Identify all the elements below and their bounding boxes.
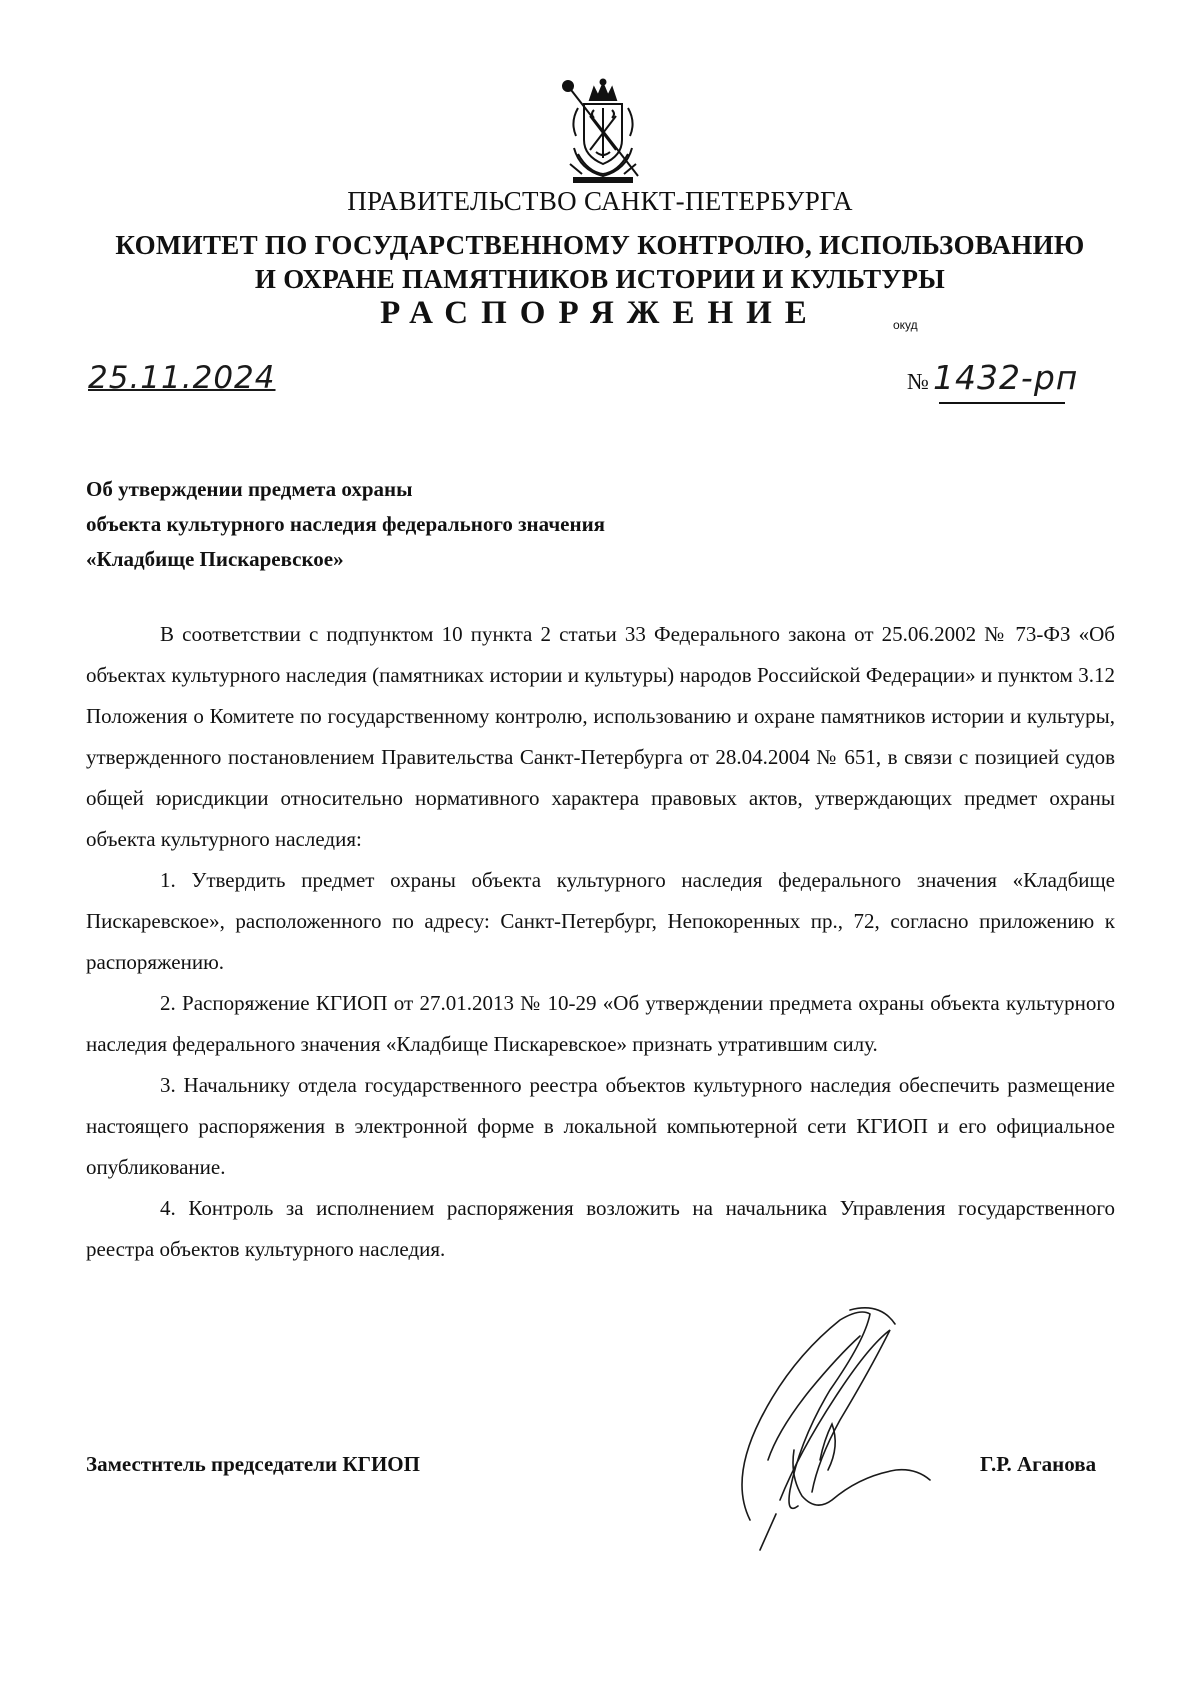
item-2-paragraph: 2. Распоряжение КГИОП от 27.01.2013 № 10-29 «Об утверждении предмета охраны объекта культурного наследия федерального значения «Кладбище Пискаревское» признать утратившим силу. <box>86 991 1115 1056</box>
committee-name <box>0 228 1200 296</box>
subject-line-1: Об утверждении предмета охраны <box>86 477 413 501</box>
item-1-paragraph: 1. Утвердить предмет охраны объекта культурного наследия федерального значения «Кладбище Пискаревское», расположенного по адресу: Санкт-Петербург, Непокоренных пр., 72, согласно приложению к распоряжению. <box>86 868 1115 974</box>
document-date: 25.11.2024 <box>88 360 276 396</box>
okud-label: окуд <box>893 318 918 332</box>
saint-petersburg-coat-of-arms-icon <box>560 78 646 184</box>
number-underline <box>939 402 1065 404</box>
subject-line-2: объекта культурного наследия федерального значения <box>86 512 606 536</box>
document-subject <box>86 472 605 577</box>
handwritten-signature <box>720 1300 950 1570</box>
number-value: 1432-рп <box>932 358 1079 397</box>
document-type: РАСПОРЯЖЕНИЕ <box>380 295 820 331</box>
subject-line-3: «Кладбище Пискаревское» <box>86 547 344 571</box>
committee-name-line-2: И ОХРАНЕ ПАМЯТНИКОВ ИСТОРИИ И КУЛЬТУРЫ <box>254 264 946 294</box>
document-number <box>907 358 1078 397</box>
signer-name: Г.Р. Аганова <box>980 1452 1097 1476</box>
item-4-paragraph: 4. Контроль за исполнением распоряжения возложить на начальника Управления государственного реестра объектов культурного наследия. <box>86 1196 1115 1261</box>
document-body <box>86 614 1115 1270</box>
number-sign: № <box>907 369 929 394</box>
signer-position: Заместнтель председатели КГИОП <box>86 1452 420 1476</box>
preamble-paragraph: В соответствии с подпунктом 10 пункта 2 статьи 33 Федерального закона от 25.06.2002 № 73-ФЗ «Об объектах культурного наследия (памятниках истории и культуры) народов Российской Федерации» и пунктом 3.12 Положения о Комитете по государственному контролю, использованию и охране памятников истории и культуры, утвержденного постановлением Правительства Санкт-Петербурга от 28.04.2004 № 651, в связи с позицией судов общей юрисдикции относительно нормативного характера правовых актов, утверждающих предмет охраны объекта культурного наследия: <box>86 622 1115 851</box>
item-3-paragraph: 3. Начальнику отдела государственного реестра объектов культурного наследия обеспечить размещение настоящего распоряжения в электронной форме в локальной компьютерной сети КГИОП и его официальное опубликование. <box>86 1073 1115 1179</box>
government-name: ПРАВИТЕЛЬСТВО САНКТ-ПЕТЕРБУРГА <box>347 186 853 216</box>
committee-name-line-1: КОМИТЕТ ПО ГОСУДАРСТВЕННОМУ КОНТРОЛЮ, ИСПОЛЬЗОВАНИЮ <box>115 230 1085 260</box>
